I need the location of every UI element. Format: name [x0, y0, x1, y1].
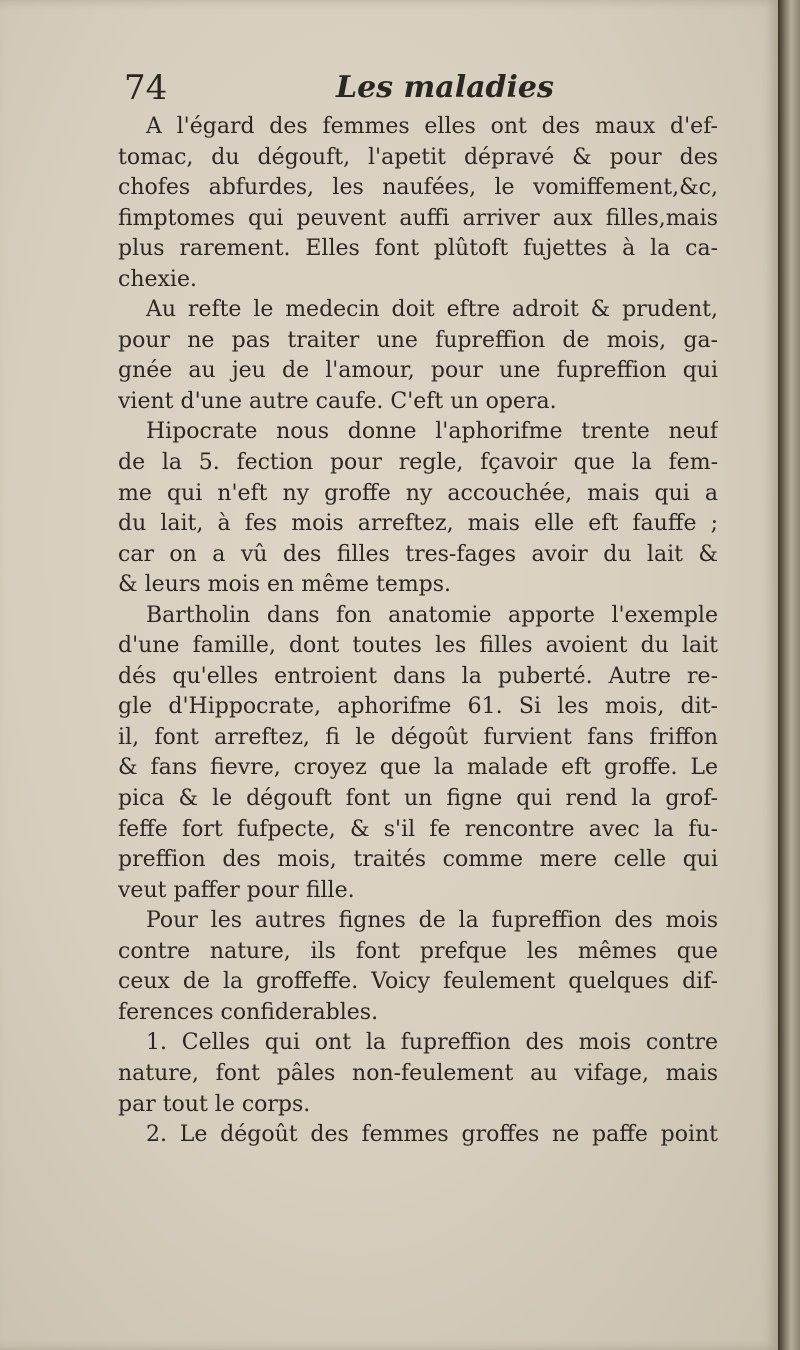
text-line: & fans fievre, croyez que la malade eft groffe. Le [118, 755, 718, 781]
text-line: contre nature, ils font prefque les mêmes que [118, 938, 718, 964]
running-title: Les maladies [336, 70, 554, 105]
text-line: chofes abfurdes, les naufées, le vomiffement,&c, [118, 175, 718, 201]
text-line: car on a vû des filles tres-fages avoir du lait & [118, 541, 718, 567]
text-line: fimptomes qui peuvent auffi arriver aux filles,mais [118, 205, 718, 231]
text-line: pour ne pas traiter une fupreffion de mois, ga- [118, 327, 718, 353]
text-line: chexie. [118, 266, 197, 292]
text-body [118, 112, 718, 1151]
text-line: pica & le dégouft font un figne qui rend la grof- [118, 786, 718, 812]
text-line: nature, font pâles non-feulement au vifage, mais [118, 1060, 718, 1086]
text-line: du lait, à fes mois arreftez, mais elle eft fauffe ; [118, 511, 718, 537]
text-line: ceux de la groffeffe. Voicy feulement quelques dif- [118, 969, 718, 995]
text-line: tomac, du dégouft, l'apetit dépravé & pour des [118, 144, 718, 170]
text-line: Pour les autres fignes de la fupreffion des mois [146, 908, 718, 934]
text-line: ferences confiderables. [118, 999, 379, 1025]
text-line: il, font arreftez, fi le dégoût furvient fans friffon [118, 724, 718, 750]
text-line: 1. Celles qui ont la fupreffion des mois contre [146, 1030, 718, 1056]
page-header [118, 68, 718, 112]
text-line: d'une famille, dont toutes les filles avoient du lait [118, 633, 718, 659]
text-line: feffe fort fufpecte, & s'il fe rencontre avec la fu- [118, 816, 718, 842]
text-line: dés qu'elles entroient dans la puberté. Autre re- [118, 663, 718, 689]
text-line: veut paffer pour fille. [118, 877, 355, 903]
text-line: & leurs mois en même temps. [118, 572, 452, 598]
text-line: 2. Le dégoût des femmes groffes ne paffe point [146, 1122, 718, 1148]
page-edge [778, 0, 800, 1350]
text-line: vient d'une autre caufe. C'eft un opera. [118, 388, 557, 414]
text-line: de la 5. fection pour regle, fçavoir que la fem- [118, 450, 718, 476]
text-line: me qui n'eft ny groffe ny accouchée, mais qui a [118, 480, 718, 506]
text-line: Bartholin dans fon anatomie apporte l'exemple [146, 602, 718, 628]
text-line: Hipocrate nous donne l'aphorifme trente neuf [146, 419, 718, 445]
text-line: gle d'Hippocrate, aphorifme 61. Si les mois, dit- [118, 694, 718, 720]
text-line: par tout le corps. [118, 1091, 311, 1117]
text-line: plus rarement. Elles font plûtoft fujettes à la ca- [118, 236, 718, 262]
text-line: preffion des mois, traités comme mere celle qui [118, 847, 718, 873]
text-line: A l'égard des femmes elles ont des maux d'ef- [146, 114, 718, 139]
text-line: gnée au jeu de l'amour, pour une fupreffion qui [118, 358, 718, 384]
text-line: Au refte le medecin doit eftre adroit & prudent, [146, 297, 718, 323]
page-number: 74 [124, 68, 168, 108]
